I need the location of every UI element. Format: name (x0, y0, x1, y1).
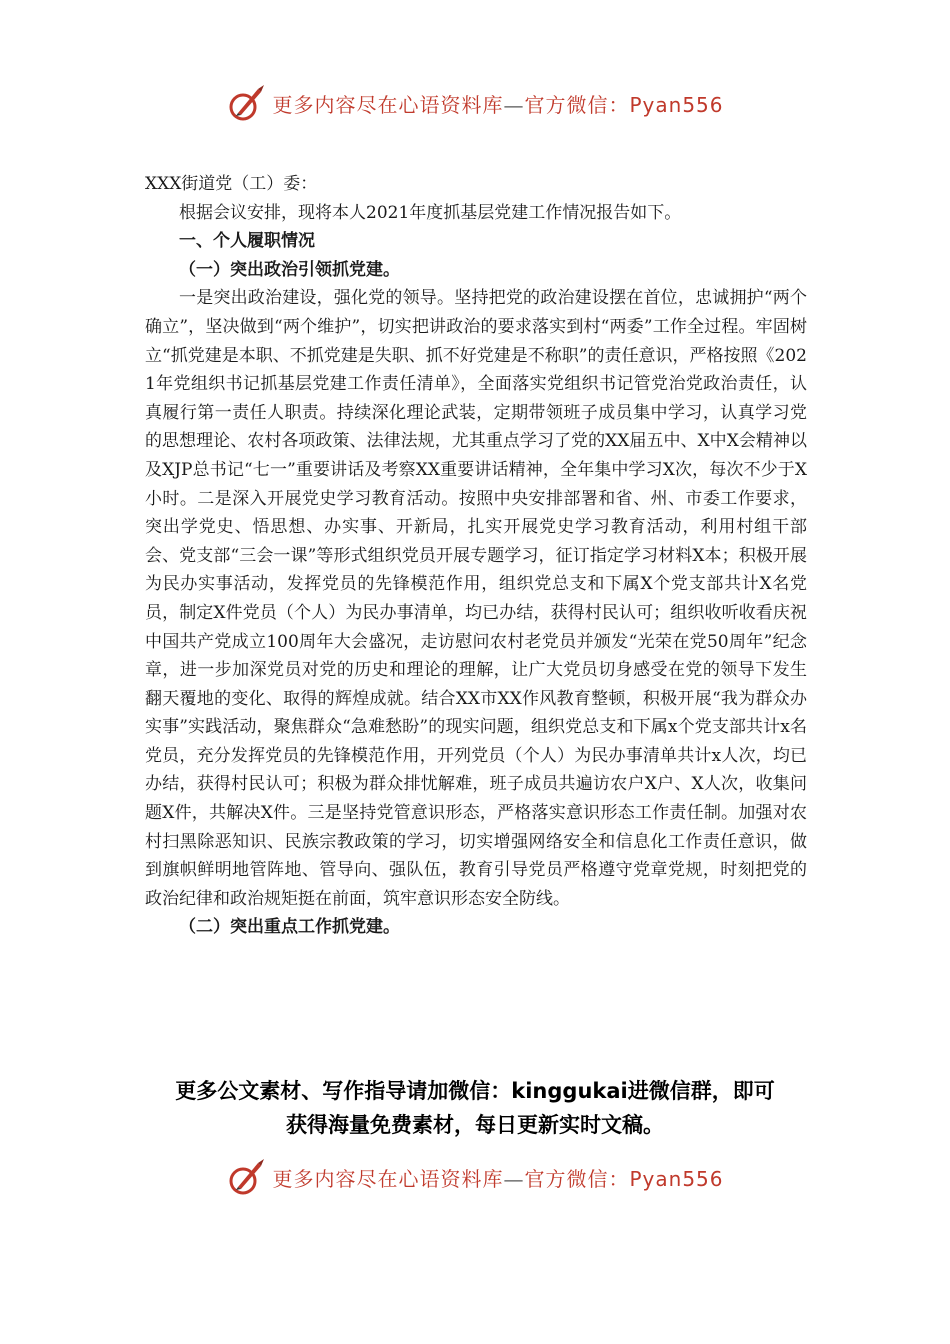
promo-block (130, 1074, 820, 1142)
banner-main-text: 更多内容尽在心语资料库 (272, 1166, 504, 1191)
salutation: XXX街道党（工）委： (145, 174, 318, 194)
subsection-1-body: 一是突出政治建设，强化党的领导。坚持把党的政治建设摆在首位，忠诚拥护“两个确立”，坚决做到“两个维护”，切实把讲政治的要求落实到村“两委”工作全过程。牢固树立“抓党建是本职、不抓党建是失职、抓不好党建是不称职”的责任意识，严格按照《2021年党组织书记抓基层党建工作责任清单》，全面落实党组织书记管党治党政治责任，认真履行第一责任人职责。持续深化理论武装，定期带领班子成员集中学习，认真学习党的思想理论、农村各项政策、法律法规，尤其重点学习了党的XX届五中、X中X会精神以及XJP总书记“七一”重要讲话及考察XX重要讲话精神，全年集中学习X次，每次不少于X小时。二是深入开展党史学习教育活动。按照中央安排部署和省、州、市委工作要求，突出学党史、悟思想、办实事、开新局，扎实开展党史学习教育活动，利用村组干部会、党支部“三会一课”等形式组织党员开展专题学习，征订指定学习材料X本；积极开展为民办实事活动，发挥党员的先锋模范作用，组织党总支和下属X个党支部共计X名党员，制定X件党员（个人）为民办事清单，均已办结，获得村民认可；组织收听收看庆祝中国共产党成立100周年大会盛况，走访慰问农村老党员并颁发“光荣在党50周年”纪念章，进一步加深党员对党的历史和理论的理解，让广大党员切身感受在党的领导下发生翻天覆地的变化、取得的辉煌成就。结合XX市XX作风教育整顿，积极开展“我为群众办实事”实践活动，聚焦群众“急难愁盼”的现实问题，组织党总支和下属x个党支部共计x名党员，充分发挥党员的先锋模范作用，开列党员（个人）为民办事清单共计x人次，均已办结，获得村民认可；积极为群众排忧解难，班子成员共遍访农户X户、X人次，收集问题X件，共解决X件。三是坚持党管意识形态，严格落实意识形态工作责任制。加强对农村扫黑除恶知识、民族宗教政策的学习，切实增强网络安全和信息化工作责任意识，做到旗帜鲜明地管阵地、管导向、强队伍，教育引导党员严格遵守党章党规，时刻把党的政治纪律和政治规矩挺在前面，筑牢意识形态安全防线。 (145, 288, 807, 909)
promo-line-2: 获得海量免费素材，每日更新实时文稿。 (286, 1113, 664, 1137)
subsection-heading-1: （一）突出政治引领抓党建。 (179, 259, 400, 280)
banner-handle: Pyan556 (629, 1166, 724, 1191)
banner-dash: — (503, 1166, 525, 1191)
subsection-heading-2: （二）突出重点工作抓党建。 (179, 917, 400, 938)
footer-banner (0, 1152, 950, 1202)
banner-handle: Pyan556 (629, 92, 724, 117)
document-body (145, 170, 807, 942)
banner-text (272, 89, 723, 118)
quill-pen-logo-icon (226, 1157, 266, 1197)
banner-content (226, 83, 723, 123)
banner-main-text: 更多内容尽在心语资料库 (272, 92, 504, 117)
quill-pen-logo-icon (226, 83, 266, 123)
intro-paragraph: 根据会议安排，现将本人2021年度抓基层党建工作情况报告如下。 (179, 202, 682, 223)
banner-label: 官方微信： (524, 92, 630, 117)
section-heading-1: 一、个人履职情况 (179, 231, 315, 252)
banner-label: 官方微信： (524, 1166, 630, 1191)
promo-line-1: 更多公文素材、写作指导请加微信：kinggukai进微信群，即可 (175, 1079, 775, 1103)
header-banner (0, 78, 950, 128)
banner-content-bottom (226, 1157, 723, 1197)
banner-dash: — (503, 92, 525, 117)
banner-text-bottom (272, 1163, 723, 1192)
